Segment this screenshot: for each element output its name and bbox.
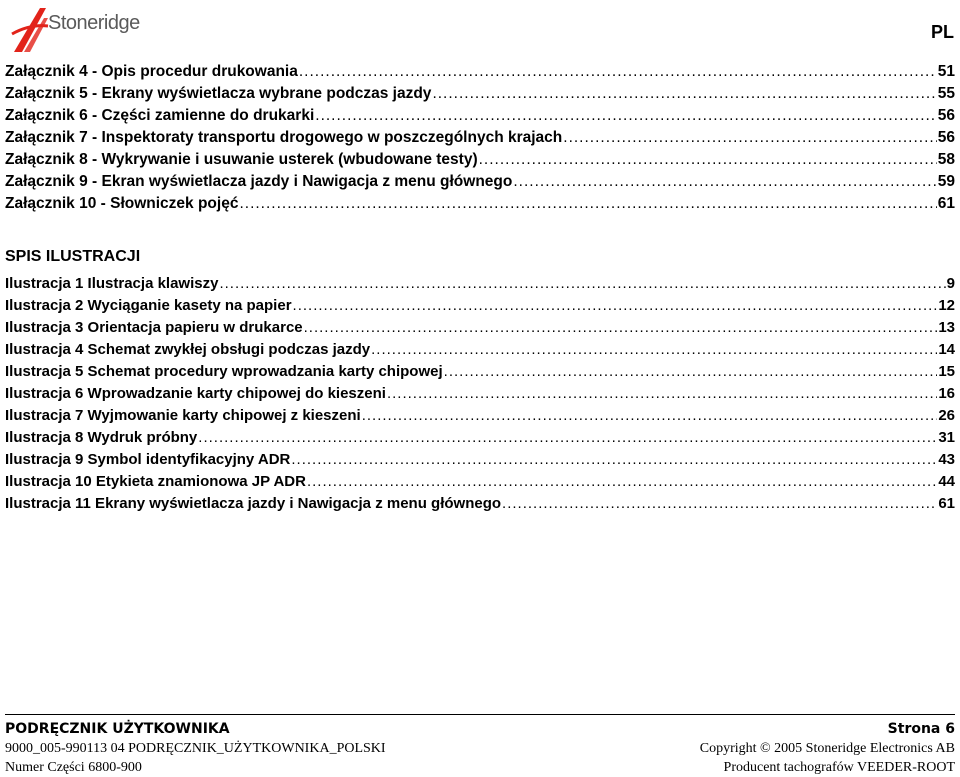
toc-entry-title: Ilustracja 4 Schemat zwykłej obsługi podczas jazdy xyxy=(5,341,371,358)
annex-toc-list xyxy=(5,61,955,215)
footer-divider xyxy=(5,714,955,715)
toc-entry[interactable] xyxy=(5,405,955,427)
toc-entry[interactable] xyxy=(5,171,955,193)
toc-entry[interactable] xyxy=(5,317,955,339)
toc-entry-page: 26 xyxy=(938,407,955,424)
toc-leader-dots xyxy=(513,171,936,193)
toc-entry-page: 56 xyxy=(937,107,955,124)
toc-leader-dots xyxy=(432,83,936,105)
toc-leader-dots xyxy=(198,427,937,449)
toc-leader-dots xyxy=(387,383,937,405)
toc-entry-page: 56 xyxy=(937,129,955,146)
toc-entry-page: 61 xyxy=(938,495,955,512)
toc-entry-page: 13 xyxy=(938,319,955,336)
toc-entry-page: 16 xyxy=(938,385,955,402)
page-header xyxy=(0,0,960,58)
toc-leader-dots xyxy=(239,193,936,215)
toc-leader-dots xyxy=(299,61,937,83)
toc-leader-dots xyxy=(291,449,937,471)
toc-entry-title: Załącznik 5 - Ekrany wyświetlacza wybrane podczas jazdy xyxy=(5,85,432,102)
toc-leader-dots xyxy=(444,361,938,383)
toc-entry-title: Ilustracja 10 Etykieta znamionowa JP ADR xyxy=(5,473,306,490)
toc-entry[interactable] xyxy=(5,61,955,83)
page-number-label: Strona 6 xyxy=(887,721,955,737)
toc-entry-title: Ilustracja 1 Ilustracja klawiszy xyxy=(5,275,219,292)
toc-entry[interactable] xyxy=(5,427,955,449)
toc-leader-dots xyxy=(502,493,937,515)
toc-entry-title: Załącznik 8 - Wykrywanie i usuwanie usterek (wbudowane testy) xyxy=(5,151,478,168)
toc-entry-title: Załącznik 4 - Opis procedur drukowania xyxy=(5,63,298,80)
toc-entry-page: 31 xyxy=(938,429,955,446)
toc-leader-dots xyxy=(315,105,936,127)
toc-entry-page: 15 xyxy=(938,363,955,380)
toc-entry[interactable] xyxy=(5,493,955,515)
toc-entry-title: Ilustracja 8 Wydruk próbny xyxy=(5,429,198,446)
toc-entry-page: 44 xyxy=(938,473,955,490)
toc-leader-dots xyxy=(563,127,936,149)
toc-entry-title: Załącznik 7 - Inspektoraty transportu drogowego w poszczególnych krajach xyxy=(5,129,563,146)
toc-entry-page: 12 xyxy=(938,297,955,314)
manual-title: PODRĘCZNIK UŻYTKOWNIKA xyxy=(5,721,230,737)
toc-entry[interactable] xyxy=(5,295,955,317)
part-number: Numer Części 6800-900 xyxy=(5,760,142,775)
toc-entry-page: 59 xyxy=(937,173,955,190)
toc-entry[interactable] xyxy=(5,193,955,215)
toc-entry[interactable] xyxy=(5,383,955,405)
toc-entry-title: Ilustracja 6 Wprowadzanie karty chipowej do kieszeni xyxy=(5,385,386,402)
document-id: 9000_005-990113 04 PODRĘCZNIK_UŻYTKOWNIKA_POLSKI xyxy=(5,741,386,756)
toc-entry-page: 51 xyxy=(937,63,955,80)
toc-entry-page: 14 xyxy=(938,341,955,358)
toc-entry[interactable] xyxy=(5,273,955,295)
copyright-text: Copyright © 2005 Stoneridge Electronics AB xyxy=(699,741,955,756)
logo-swoosh-icon xyxy=(10,4,50,56)
logo-text: Stoneridge xyxy=(48,12,140,34)
producer-text: Producent tachografów VEEDER-ROOT xyxy=(723,760,955,775)
toc-entry-title: Ilustracja 5 Schemat procedury wprowadzania karty chipowej xyxy=(5,363,443,380)
toc-entry-page: 55 xyxy=(937,85,955,102)
toc-entry-title: Ilustracja 2 Wyciąganie kasety na papier xyxy=(5,297,292,314)
toc-entry[interactable] xyxy=(5,105,955,127)
toc-entry[interactable] xyxy=(5,339,955,361)
toc-entry[interactable] xyxy=(5,361,955,383)
toc-entry[interactable] xyxy=(5,449,955,471)
toc-entry-page: 43 xyxy=(938,451,955,468)
toc-entry-title: Załącznik 6 - Części zamienne do drukarki xyxy=(5,107,315,124)
toc-leader-dots xyxy=(371,339,937,361)
language-code: PL xyxy=(930,22,954,42)
toc-entry[interactable] xyxy=(5,83,955,105)
toc-entry-page: 58 xyxy=(937,151,955,168)
toc-entry-page: 9 xyxy=(946,275,955,292)
toc-entry-title: Ilustracja 7 Wyjmowanie karty chipowej z kieszeni xyxy=(5,407,361,424)
toc-leader-dots xyxy=(304,317,938,339)
toc-entry-title: Załącznik 9 - Ekran wyświetlacza jazdy i Nawigacja z menu głównego xyxy=(5,173,513,190)
toc-leader-dots xyxy=(293,295,938,317)
toc-leader-dots xyxy=(307,471,937,493)
page-footer xyxy=(5,714,955,777)
toc-entry-title: Ilustracja 3 Orientacja papieru w drukarce xyxy=(5,319,303,336)
toc-entry-title: Ilustracja 9 Symbol identyfikacyjny ADR xyxy=(5,451,291,468)
toc-leader-dots xyxy=(362,405,938,427)
toc-entry-title: Ilustracja 11 Ekrany wyświetlacza jazdy i Nawigacja z menu głównego xyxy=(5,495,502,512)
toc-entry-page: 61 xyxy=(937,195,955,212)
figures-heading: SPIS ILUSTRACJI xyxy=(5,248,141,265)
toc-entry[interactable] xyxy=(5,471,955,493)
toc-leader-dots xyxy=(219,273,945,295)
toc-entry[interactable] xyxy=(5,149,955,171)
toc-leader-dots xyxy=(479,149,937,171)
stoneridge-logo xyxy=(10,4,142,56)
toc-entry[interactable] xyxy=(5,127,955,149)
figures-toc-list xyxy=(5,273,955,515)
toc-entry-title: Załącznik 10 - Słowniczek pojęć xyxy=(5,195,239,212)
